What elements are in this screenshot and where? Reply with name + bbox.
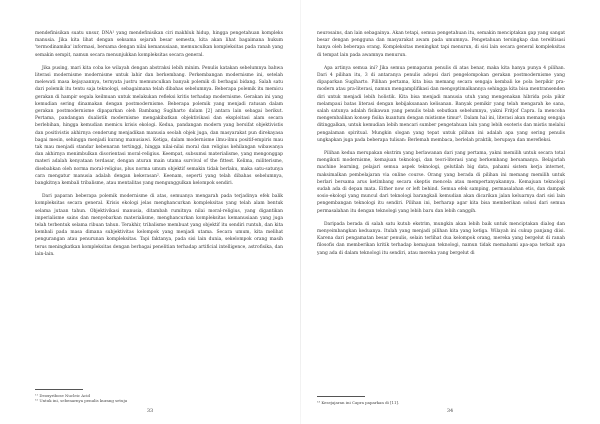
footnote-rule <box>317 396 365 397</box>
footnote-rule <box>35 389 83 390</box>
left-page-body <box>35 30 283 258</box>
page-number: 34 <box>446 408 454 414</box>
paragraph: Pilihan kedua merupakan ekstrim yang berlawanan dari yang pertama, yakni memilih untuk secara total mengikuti modernisme, kemajuan teknologi, dan teori-literasi yang berkembang bersamanya. Belajarlah machine learning, pelajari semua aspek teknologi, gelutilah big data, pahami sistem kerja internet, maksimalkan pembelajaran via online course. Orang yang berada di pilihan ini memang memilih untuk berlari bersama arus ketimbang secara skeptis mencela atau mempertanyakannya. Kemajuan teknologi sudah ada di depan mata. Either now or left behind. Semua efek samping, permasalahan etis, dan dampak sosio-ekologi yang muncul dari teknologi barangkali kemudian akan dicarikan jalan keluarnya dari sisi lain pengembangan teknologi itu sendiri. Pilihan ini, berharap agar kita bisa memberikan solusi dari semua permasalahan itu dengan teknologi yang lebih baru dan lebih canggih. <box>317 151 565 214</box>
right-page-body <box>317 30 565 257</box>
footnote: ¹³ Kesejajaran ini Capra paparkan di [11]. <box>317 399 400 405</box>
page-number: 33 <box>146 408 154 414</box>
right-page <box>300 0 600 424</box>
paragraph: Dari paparan beberapa polemik modernisme di atas, semuanya mengarah pada terjadinya efek balik kompleksitas secara general. Krisis ekologi jelas menghancurkan kompleksitas yang telah alam bentuk selama jutaan tahun. Objektivikasi manusia, ditambah rumitnya nilai moral-religius, yang digantikan imperialisme sains dan menyebarkan materialisme, menghancurkan kompleksitas kemanusiaan yang juga telah terbentuk selama ribuan tahun. Terakhir, tribalisme membuat yang objektif itu sendiri runtuh, dan kita kembali pada masa dimana subjektivitas kelompok yang menjadi utama. Secara umum, kita melihat pengurangan atau penurunan kompleksitas. Tapi faktanya, pada sisi lain dunia, sekelompok orang masih terus meningkatkan kompleksitas dengan berbagai penelitian terhadap artificial intelligence, astrofisika, dan lain-lain. <box>35 194 283 257</box>
footnote: ¹² Untuk ini, sebenarnya penulis kurang setuju <box>35 397 128 403</box>
paragraph: mendefinisikan suatu unsur, DNA¹ yang mendefinisikan ciri makhluk hidup, hingga pengetahuan kompleks manusia. Jika kita lihat dengan seksama sejarah besar semesta, kita akan lihat bagaimana hukum 'termodinamika' informasi, bersama dengan nilai kemanusiaan, memunculkan kompleksitas pada ranah yang semakin sempit, namun secara menunjukkan kompleksitas secara general. <box>35 31 283 58</box>
paragraph: Jika pusing, mari kita coba ke wilayah dengan abstraksi lebih minim. Penulis katakan sebelumnya bahwa literasi modernisme modernisme untuk lahir dan berkembang. Perkembangan modernisme ini, setelah melewati masa kejayaannya, ternyata justru memunculkan banyak polemik di berbagai bidang. Salah satu dari polemik itu tentu saja teknologi, sebagaimana telah dibahas sebelumnya. Beberapa polemik itu memicu gerakan di hampir segala keilmuan untuk melakukan refleksi kritis terhadap modernisme. Gerakan ini yang kemudian sering dinamakan dengan postmodernisme. Beberapa polemik yang menjadi ratusan dalam gerakan postmodernisme dipaparkan oleh Bambang Sugiharto dalam [2] antara lain sebagai berikut. Pertama, pandangan dualistik modernisme mengakibatkan objektivikasi dan eksploitasi alam secara berlebihan, hingga kemudian memicu krisis ekologi. Kedua, pandangan modern yang bersifat objektivistis dan positivistis akhirnya cenderung menjadikan manusia seolah objek juga, dan masyarakat pun direkayasa bagai mesin, sehingga menjadi kurang manusiawi. Ketiga, dalam modernisme ilmu-ilmu positif-empiris mau tak mau menjadi standar kebenaran tertinggi, hingga nilai-nilai moral dan religius kehilangan wibawanya dan akhirnya menimbulkan disorientasi moral-religius. Keempat, subsumsi materialisme, yang mengonggap materi adalah kenyataan terdasar, dengan aturan main utama survival of the fittest. Kelima, militerisme, disebabkan oleh norma moral-religius, plus norma umum objektif semakin tidak berlaku, maka satu-satunya cara mengatur manusia adalah dengan kekerasan². Keenam, seperti yang telah dibahas sebelumnya, bangkitnya kembali tribalisme, atau mentalitas yang mengunggulkan kelompok sendiri. <box>35 65 283 187</box>
paragraph: Apa artinya semua ini? Jika semua pemaparan penulis di atas benar, maka kita hanya punya 4 pilihan. Dari 4 pilihan itu, 3 di antaranya penulis adopsi dari pengelompokan gerakan postmodernisme yang dipaparkan Sugiharto. Pilihan pertama, kita bisa memang secara sengaja kembali ke pola berpikir pra-modern atau pra-literasi, namun mengamplifikasi dan mengoptimalkannya sehingga kita bisa mentransenden diri untuk menjadi lebih holistik. Kita bisa menjadi manusia utuh yang mengenakan hibrida pola pikir melampaui batas literasi dengan kebijaksanaan kelisanan. Banyak pemikir yang telah mengarah ke sana, salah satunya adalah fisikawan yang penulis telah sebutkan sebelumnya, yakni Fritjof Capra. Ia mencoba mengembalikan konsep fisika kuantum dengan mistisme timur³. Dalam hal ini, literasi akan memang sengaja ditinggalkan, untuk kemudian lebih mencari sumber pengetahuan lain yang lebih esoteris dan mistis melalui pengalaman spiritual. Mungkin slogan yang tepat untuk pilihan ini adalah apa yang sering penulis ungkapkan juga pada beberapa tulisan: Berlemah membaca, berlelah praktik, berupaya dan merefleksi. <box>317 65 565 143</box>
left-footnotes <box>35 389 283 403</box>
paragraph: neurosains, dan lain sebagainya. Akan tetapi, semua pengetahuan itu, semakin menciptakan gap yang sangat besar dengan pengguna dan masyarakat awam pada umumnya. Pengetahuan tersingkap dan terelitisasi hanya oleh beberapa orang. Kompleksitas meningkat tapi menurun, di sisi lain secara general kompleksitas di tempat lain pada awamnya menurun. <box>317 31 565 58</box>
right-footnotes <box>317 396 565 405</box>
paragraph: Daripada berada di salah satu kutub ekstrim, mungkin akan lebih baik untuk menciptakan dialog dan menyeimbangkan keduanya. Itulah yang menjadi pilihan kita yang ketiga. Wilayah ini cukup panjang diisi. Karena dari pengamatan besar penulis, selain terlihat dua kelompok orang, mereka yang bergelut di ranah filosofis dan memberikan kritik terhadap kemajuan teknologi, namun tidak memahami apa-apa terkait apa yang ada di dalam teknologi itu sendiri, atau mereka yang bergelut di <box>317 221 565 256</box>
footnote: ¹¹ Deoxyribose Nucleic Acid <box>35 392 91 398</box>
